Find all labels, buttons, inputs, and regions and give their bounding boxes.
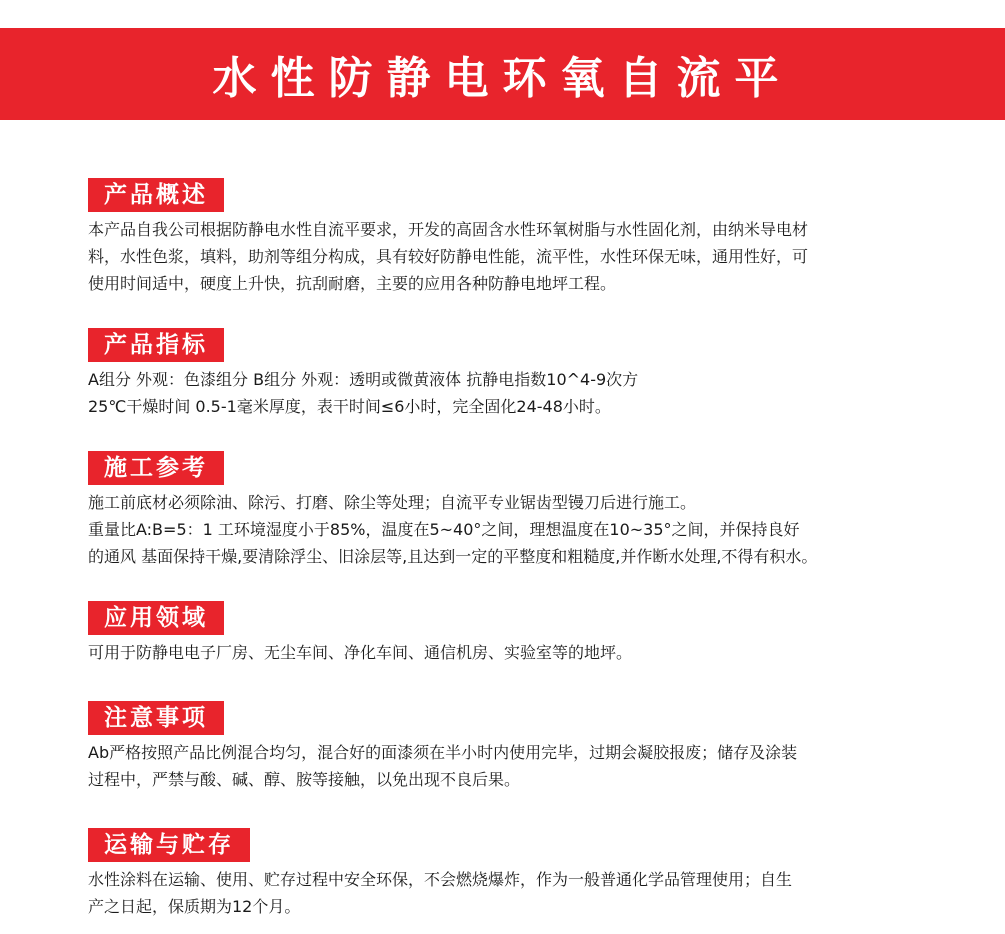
title-banner — [0, 28, 1005, 120]
section-body — [88, 366, 958, 420]
section-body — [88, 866, 958, 920]
section-heading: 产品概述 — [88, 178, 224, 212]
section-body — [88, 489, 958, 570]
section-transport-storage — [88, 828, 958, 920]
section-product-overview — [88, 178, 958, 297]
section-heading: 施工参考 — [88, 451, 224, 485]
section-heading: 注意事项 — [88, 701, 224, 735]
section-body — [88, 216, 958, 297]
text-line: A组分 外观：色漆组分 B组分 外观：透明或微黄液体 抗静电指数10^4-9次方 — [88, 370, 639, 389]
section-construction-reference — [88, 451, 958, 570]
section-application-field — [88, 601, 958, 666]
text-line: 施工前底材必须除油、除污、打磨、除尘等处理；自流平专业锯齿型镘刀后进行施工。 — [88, 493, 697, 512]
text-line: 的通风 基面保持干燥,要清除浮尘、旧涂层等,且达到一定的平整度和粗糙度,并作断水处理,不得有积水。 — [88, 547, 818, 566]
section-heading: 产品指标 — [88, 328, 224, 362]
text-line: 重量比A:B=5：1 工环境湿度小于85%，温度在5~40°之间，理想温度在10~35°之间，并保持良好 — [88, 520, 800, 539]
section-heading: 运输与贮存 — [88, 828, 250, 862]
text-line: 过程中，严禁与酸、碱、醇、胺等接触，以免出现不良后果。 — [88, 770, 521, 789]
section-body — [88, 739, 958, 793]
text-line: 25℃干燥时间 0.5-1毫米厚度，表干时间≤6小时，完全固化24-48小时。 — [88, 397, 611, 416]
text-line: 水性涂料在运输、使用、贮存过程中安全环保，不会燃烧爆炸，作为一般普通化学品管理使用；自生 — [88, 870, 793, 889]
section-heading: 应用领域 — [88, 601, 224, 635]
section-product-specs — [88, 328, 958, 420]
text-line: 料，水性色浆，填料，助剂等组分构成，具有较好防静电性能，流平性，水性环保无味，通用性好，可 — [88, 247, 809, 266]
text-line: 产之日起，保质期为12个月。 — [88, 897, 301, 916]
text-line: 使用时间适中，硬度上升快，抗刮耐磨，主要的应用各种防静电地坪工程。 — [88, 274, 617, 293]
section-precautions — [88, 701, 958, 793]
text-line: 本产品自我公司根据防静电水性自流平要求，开发的高固含水性环氧树脂与水性固化剂，由纳米导电材 — [88, 220, 809, 239]
section-body — [88, 639, 958, 666]
text-line: 可用于防静电电子厂房、无尘车间、净化车间、通信机房、实验室等的地坪。 — [88, 643, 633, 662]
page-title: 水性防静电环氧自流平 — [212, 53, 793, 104]
text-line: Ab严格按照产品比例混合均匀，混合好的面漆须在半小时内使用完毕，过期会凝胶报废；储存及涂装 — [88, 743, 798, 762]
